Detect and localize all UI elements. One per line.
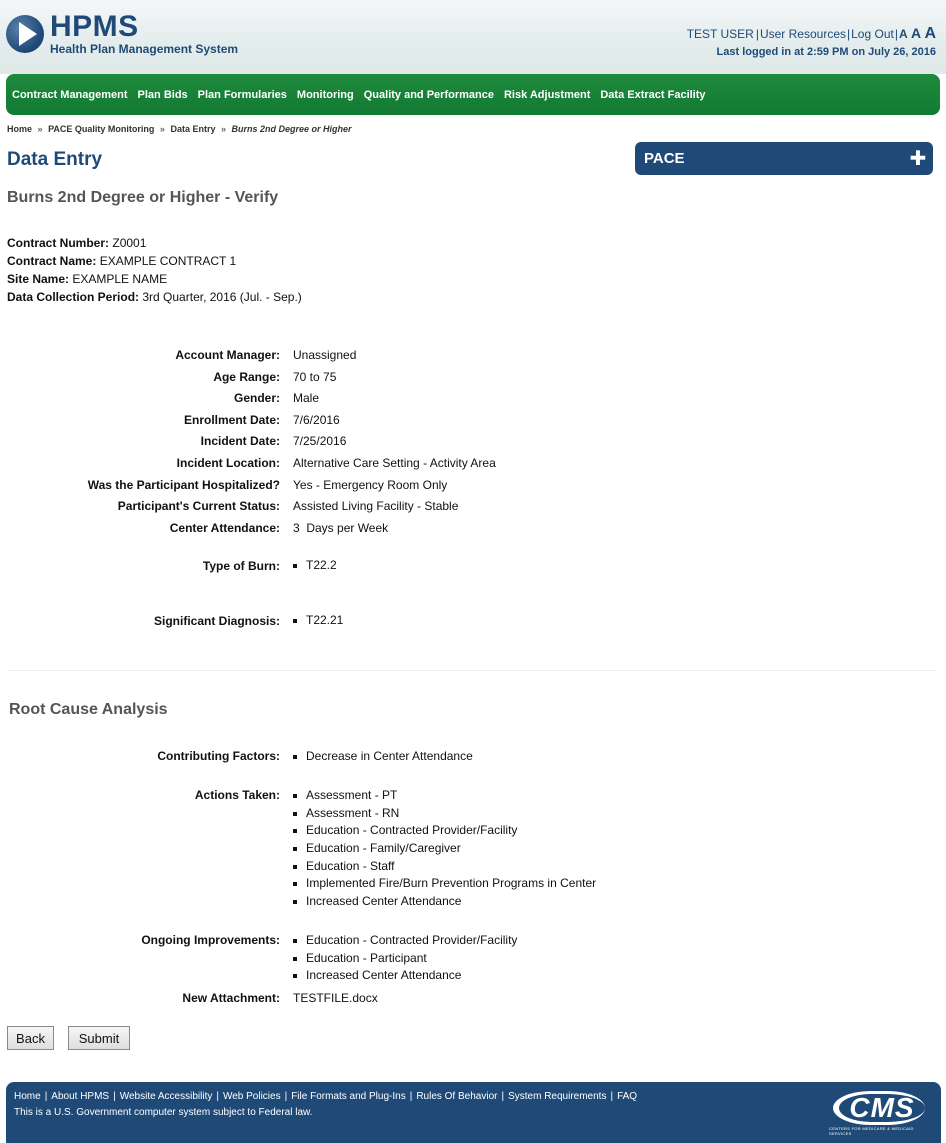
site-name: EXAMPLE NAME [72,272,168,286]
pace-panel-toggle[interactable] [635,142,933,175]
ongoing-improvements-list [293,932,517,985]
actions-taken-list [293,787,596,911]
contract-name-label: Contract Name: [7,254,97,268]
cms-logo[interactable] [829,1091,929,1136]
list-item: Education - Staff [293,858,596,876]
account-manager-value: Unassigned [293,348,357,362]
section-divider [7,670,937,671]
gender-value: Male [293,391,320,405]
enrollment-date-value: 7/6/2016 [293,412,340,427]
nav-plan-formularies[interactable]: Plan Formularies [197,88,287,101]
font-size-large-link[interactable]: A [924,25,936,42]
cms-logo-tagline: CENTERS FOR MEDICARE & MEDICAID SERVICES [829,1125,914,1136]
data-collection-period: 3rd Quarter, 2016 (Jul. - Sep.) [142,290,302,304]
incident-location-label: Incident Location: [176,456,280,470]
footer-note: This is a U.S. Government computer system subject to Federal law. [14,1107,313,1118]
page-subtitle: Burns 2nd Degree or Higher - Verify [7,189,279,206]
plus-icon: ✚ [909,148,927,170]
age-range-label: Age Range: [213,369,280,384]
breadcrumb-separator: » [37,124,43,134]
actions-taken-label: Actions Taken: [194,788,280,802]
page-title: Data Entry [7,149,103,170]
breadcrumb-home[interactable]: Home [7,124,33,134]
hpms-logo-icon [6,15,44,53]
list-item: T22.21 [293,612,343,630]
footer-link-faq[interactable]: FAQ [617,1091,638,1102]
incident-location-value: Alternative Care Setting - Activity Area [293,456,496,470]
root-cause-analysis-title: Root Cause Analysis [9,701,168,718]
significant-diagnosis-label: Significant Diagnosis: [153,614,280,628]
list-item: Increased Center Attendance [293,893,596,911]
incident-date-value: 7/25/2016 [293,434,347,448]
breadcrumb-separator: » [220,124,226,134]
last-login: Last logged in at 2:59 PM on July 26, 2016 [716,46,936,58]
breadcrumb-pace-quality-monitoring[interactable]: PACE Quality Monitoring [48,124,155,134]
list-item: T22.2 [293,557,337,575]
logo-subtitle: Health Plan Management System [50,42,239,56]
type-of-burn-label: Type of Burn: [202,559,280,573]
breadcrumb [7,124,352,134]
footer-link-home[interactable]: Home [14,1091,41,1102]
contract-number: Z0001 [112,236,147,250]
footer-link-rules-of-behavior[interactable]: Rules Of Behavior [416,1091,498,1102]
enrollment-date-label: Enrollment Date: [183,412,280,427]
submit-button[interactable]: Submit [68,1026,130,1050]
list-item: Assessment - RN [293,805,596,823]
hpms-logo[interactable] [6,12,238,55]
contract-name: EXAMPLE CONTRACT 1 [99,254,237,268]
contract-info [7,234,302,306]
footer-link-website-accessibility[interactable]: Website Accessibility [119,1091,213,1102]
new-attachment-value: TESTFILE.docx [293,991,378,1005]
breadcrumb-current: Burns 2nd Degree or Higher [231,124,352,134]
significant-diagnosis-list [293,612,343,630]
list-item: Decrease in Center Attendance [293,748,473,766]
breadcrumb-separator: » [159,124,165,134]
ongoing-improvements-label: Ongoing Improvements: [141,933,280,947]
footer-links: Home | About HPMS | Website Accessibility | Web Policies | File Formats and Plug-Ins | Rules Of Behavior | System Requirements | FAQ [14,1091,638,1102]
nav-data-extract-facility[interactable]: Data Extract Facility [600,88,706,101]
user-name: TEST USER [686,27,754,41]
account-manager-label: Account Manager: [175,348,280,362]
font-size-medium-link[interactable]: A [910,25,922,41]
new-attachment-label: New Attachment: [182,991,280,1005]
data-collection-period-label: Data Collection Period: [7,290,140,304]
contract-number-label: Contract Number: [7,236,110,250]
footer-link-web-policies[interactable]: Web Policies [222,1091,281,1102]
logo-title: HPMS [50,10,139,43]
back-button[interactable]: Back [7,1026,54,1050]
nav-plan-bids[interactable]: Plan Bids [137,88,188,101]
list-item: Education - Family/Caregiver [293,840,596,858]
page-header [0,0,946,74]
footer-link-about-hpms[interactable]: About HPMS [51,1091,110,1102]
nav-contract-management[interactable]: Contract Management [12,88,128,101]
center-attendance-value: 3 Days per Week [293,520,389,535]
main-nav [6,74,940,115]
list-item: Increased Center Attendance [293,967,517,985]
current-status-value: Assisted Living Facility - Stable [293,499,459,513]
log-out-link[interactable]: Log Out [851,27,894,41]
page-footer [6,1082,941,1143]
list-item: Education - Contracted Provider/Facility [293,822,596,840]
current-status-label: Participant's Current Status: [117,499,280,513]
list-item: Education - Contracted Provider/Facility [293,932,517,950]
gender-label: Gender: [233,391,280,405]
hospitalized-label: Was the Participant Hospitalized? [87,477,280,492]
contributing-factors-list [293,748,473,766]
type-of-burn-list [293,557,337,575]
center-attendance-label: Center Attendance: [169,520,280,535]
font-size-small-link[interactable]: A [898,27,908,41]
footer-link-system-requirements[interactable]: System Requirements [508,1091,607,1102]
age-range-value: 70 to 75 [293,369,337,384]
cms-logo-text: CMS [833,1091,924,1125]
user-links: TEST USER |User Resources|Log Out|A A A Last logged in at 2:59 PM on July 26, 2016 [686,25,936,58]
hospitalized-value: Yes - Emergency Room Only [293,477,448,492]
footer-link-file-formats[interactable]: File Formats and Plug-Ins [291,1091,406,1102]
breadcrumb-data-entry[interactable]: Data Entry [170,124,216,134]
contributing-factors-label: Contributing Factors: [157,749,280,763]
pace-panel-label: PACE [644,150,685,167]
user-resources-link[interactable]: User Resources [759,27,846,41]
incident-date-label: Incident Date: [200,434,280,448]
nav-quality-and-performance[interactable]: Quality and Performance [363,88,494,101]
list-item: Assessment - PT [293,787,596,805]
nav-risk-adjustment[interactable]: Risk Adjustment [503,88,591,101]
list-item: Implemented Fire/Burn Prevention Programs in Center [293,875,596,893]
list-item: Education - Participant [293,950,517,968]
site-name-label: Site Name: [7,272,70,286]
nav-monitoring[interactable]: Monitoring [296,88,354,101]
